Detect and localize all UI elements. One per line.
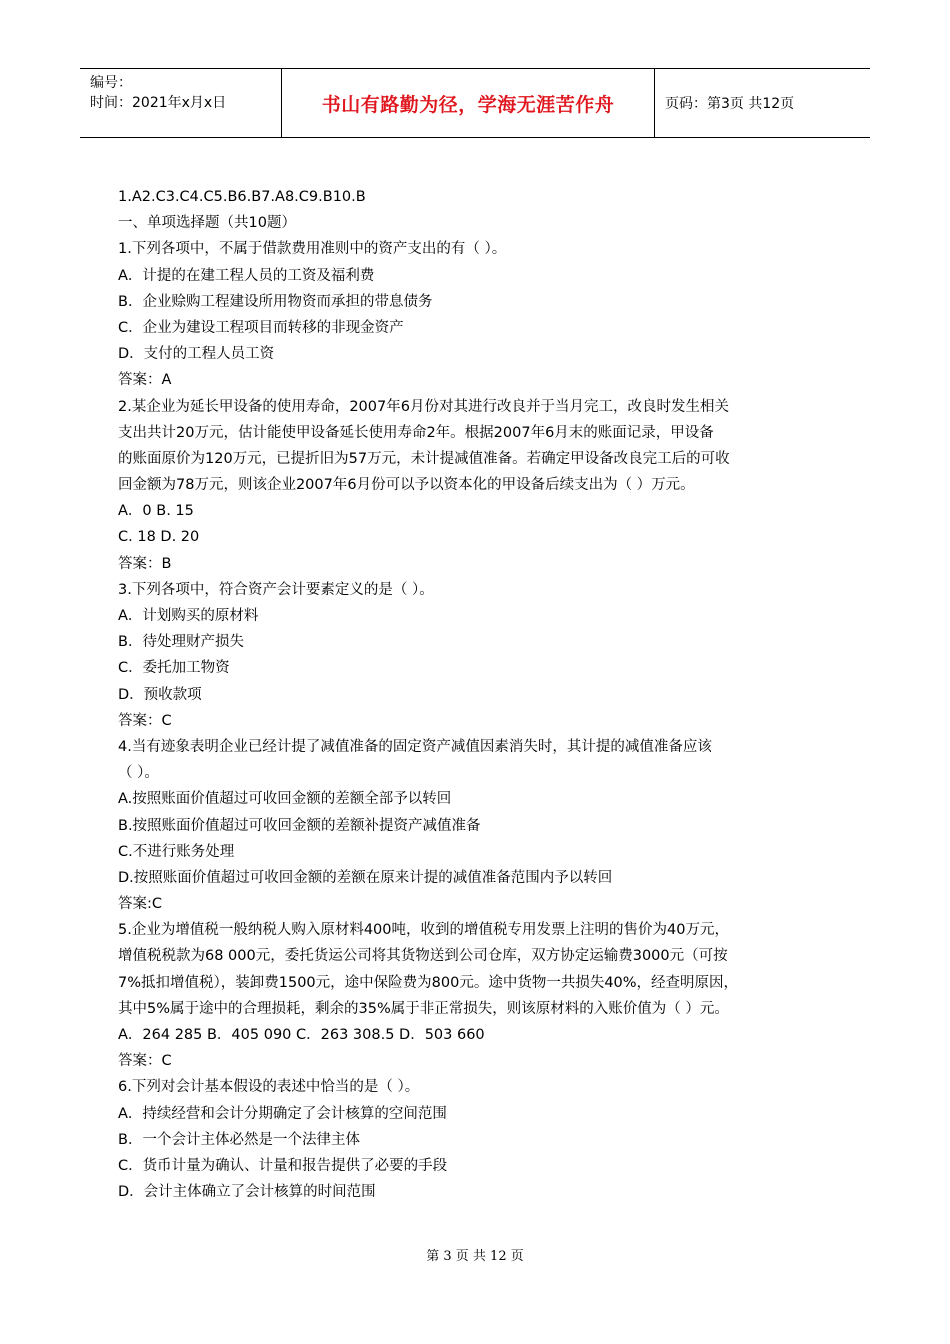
question-2-answer: 答案：B xyxy=(118,555,172,572)
question-2-line-1: 2.某企业为延长甲设备的使用寿命，2007年6月份对其进行改良并于当月完工，改良时发生相关 xyxy=(118,398,729,415)
question-3: 3.下列各项中，符合资产会计要素定义的是（ ）。 xyxy=(118,581,434,598)
question-5-line-1: 5.企业为增值税一般纳税人购入原材料400吨，收到的增值税专用发票上注明的售价为40万元， xyxy=(118,922,729,939)
question-4-line-1: 4.当有迹象表明企业已经计提了减值准备的固定资产减值因素消失时，其计提的减值准备应该 xyxy=(118,738,712,755)
question-3-answer: 答案：C xyxy=(118,712,172,729)
question-4-option-c: C.不进行账务处理 xyxy=(118,843,235,860)
question-6-option-d: D．会计主体确立了会计核算的时间范围 xyxy=(118,1184,376,1201)
question-4-line-2: （ ）。 xyxy=(118,765,159,782)
question-3-option-d: D．预收款项 xyxy=(118,686,202,703)
question-2-line-2: 支出共计20万元，估计能使甲设备延长使用寿命2年。根据2007年6月末的账面记录，甲设备 xyxy=(118,424,714,441)
header-page-number: 页码：第3页 共12页 xyxy=(665,96,795,112)
question-2-options-ab: A．0 B. 15 xyxy=(118,503,194,520)
question-5-answer: 答案：C xyxy=(118,1053,172,1070)
question-3-option-b: B．待处理财产损失 xyxy=(118,634,244,651)
question-1-option-d: D．支付的工程人员工资 xyxy=(118,346,275,363)
question-5-line-3: 7%抵扣增值税），装卸费1500元，途中保险费为800元。途中货物一共损失40%，经查明原因， xyxy=(118,974,739,991)
question-4-answer: 答案:C xyxy=(118,896,163,913)
question-5-line-2: 增值税税款为68 000元，委托货运公司将其货物送到公司仓库，双方协定运输费3000元（可按 xyxy=(118,948,728,965)
document-number-label: 编号： xyxy=(90,75,132,91)
document-time-label: 时间：2021年x月x日 xyxy=(90,95,227,111)
question-6-option-b: B．一个会计主体必然是一个法律主体 xyxy=(118,1131,360,1148)
question-1-option-a: A．计提的在建工程人员的工资及福利费 xyxy=(118,267,375,284)
question-6-option-c: C．货币计量为确认、计量和报告提供了必要的手段 xyxy=(118,1157,448,1174)
question-6-option-a: A．持续经营和会计分期确定了会计核算的空间范围 xyxy=(118,1105,447,1122)
question-4-option-b: B.按照账面价值超过可收回金额的差额补提资产减值准备 xyxy=(118,817,481,834)
question-3-option-a: A．计划购买的原材料 xyxy=(118,608,259,624)
page-header xyxy=(80,68,870,138)
question-2-line-4: 回金额为78万元，则该企业2007年6月份可以予以资本化的甲设备后续支出为（ ）万元。 xyxy=(118,477,695,494)
question-2-options-cd: C. 18 D. 20 xyxy=(118,529,200,546)
document-body xyxy=(118,184,838,1205)
question-3-option-c: C．委托加工物资 xyxy=(118,660,230,677)
question-4-option-d: D.按照账面价值超过可收回金额的差额在原来计提的减值准备范围内予以转回 xyxy=(118,869,613,886)
answer-key-line: 1.A2.C3.C4.C5.B6.B7.A8.C9.B10.B xyxy=(118,189,366,205)
question-1: 1.下列各项中，不属于借款费用准则中的资产支出的有（ ）。 xyxy=(118,241,507,258)
question-2-line-3: 的账面原价为120万元，已提折旧为57万元，未计提减值准备。若确定甲设备改良完工后的可收 xyxy=(118,450,730,467)
page-footer: 第 3 页 共 12 页 xyxy=(426,1249,524,1264)
question-6: 6.下列对会计基本假设的表述中恰当的是（ ）。 xyxy=(118,1079,420,1096)
question-1-answer: 答案：A xyxy=(118,372,172,389)
question-4-option-a: A.按照账面价值超过可收回金额的差额全部予以转回 xyxy=(118,791,452,808)
section-heading: 一、单项选择题（共10题） xyxy=(118,215,296,232)
question-1-option-c: C．企业为建设工程项目而转移的非现金资产 xyxy=(118,319,404,336)
question-1-option-b: B．企业赊购工程建设所用物资而承担的带息债务 xyxy=(118,293,433,310)
question-5-line-4: 其中5%属于途中的合理损耗，剩余的35%属于非正常损失，则该原材料的入账价值为（ ）元。 xyxy=(118,1000,729,1017)
question-5-options: A．264 285 B．405 090 C．263 308.5 D．503 660 xyxy=(118,1027,485,1043)
header-meta xyxy=(80,69,281,137)
header-motto: 书山有路勤为径，学海无涯苦作舟 xyxy=(281,69,655,137)
